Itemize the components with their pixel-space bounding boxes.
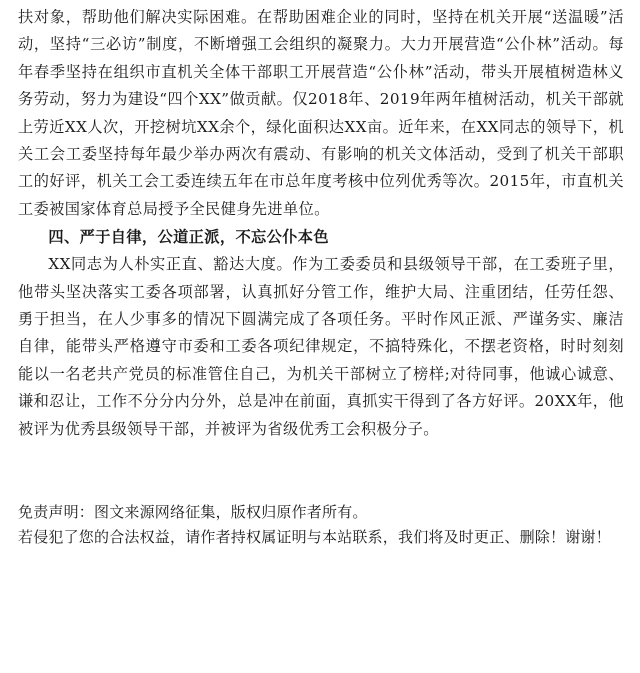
disclaimer-line-1: 免责声明：图文来源网络征集，版权归原作者所有。 — [18, 503, 368, 521]
section-heading: 四、严于自律，公道正派，不忘公仆本色 — [48, 228, 329, 247]
disclaimer-line-2: 若侵犯了您的合法权益，请作者持权属证明与本站联系，我们将及时更正、删除！谢谢！ — [18, 528, 611, 546]
article-paragraph-2: XX同志为人朴实正直、豁达大度。作为工委委员和县级领导干部，在工委班子里，他带头坚决落实工委各项部署，认真抓好分管工作，维护大局、注重团结，任劳任怨、勇于担当，在人少事多的情况下圆满完成了各项任务。平时作风正派、严谨务实、廉洁自律，能带头严格遵守市委和工委各项纪律规定，不搞特殊化，不摆老资格，时时刻刻能以一名老共产党员的标准管住自己，为机关干部树立了榜样;对待同事，他诚心诚意、谦和忍让，工作不分分内分外，总是冲在前面，真抓实干得到了各方好评。20XX年，他被评为优秀县级领导干部，并被评为省级优秀工会积极分子。 — [18, 255, 624, 438]
article-body — [18, 4, 624, 443]
article-paragraph-1: 扶对象，帮助他们解决实际困难。在帮助困难企业的同时，坚持在机关开展“送温暖”活动，坚持“三必访”制度，不断增强工会组织的凝聚力。大力开展营造“公仆林”活动。每年春季坚持在组织市直机关全体干部职工开展营造“公仆林”活动，带头开展植树造林义务劳动，努力为建设“四个XX”做贡献。仅2018年、2019年两年植树活动，机关干部就上劳近XX人次，开挖树坑XX余个，绿化面积达XX亩。近年来，在XX同志的领导下，机关工会工委坚持每年最少举办两次有震动、有影响的机关文体活动，受到了机关干部职工的好评，机关工会工委连续五年在市总年度考核中位列优秀等次。2015年，市直机关工委被国家体育总局授予全民健身先进单位。 — [18, 8, 624, 218]
disclaimer — [18, 500, 624, 550]
